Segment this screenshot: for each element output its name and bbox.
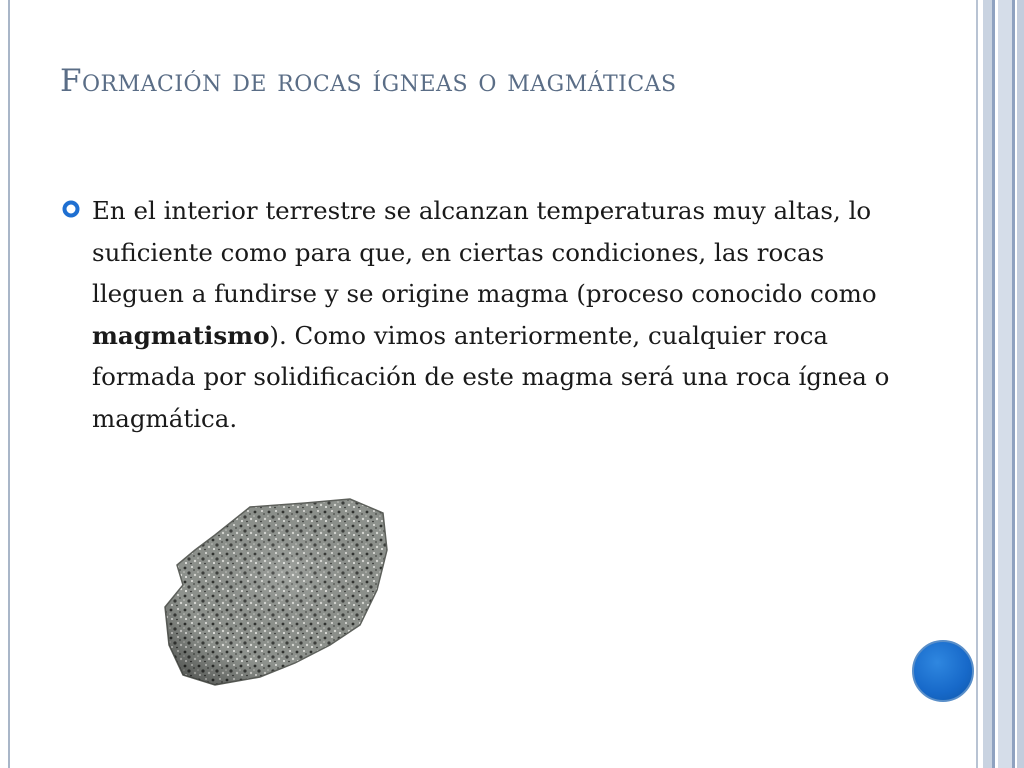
bullet-bold-term: magmatismo (92, 320, 270, 350)
blue-circle-decoration (912, 640, 974, 702)
bullet-ring-icon (62, 200, 80, 218)
slide-title: Formación de rocas ígneas o magmáticas (60, 63, 677, 99)
bullet-text-part-2: ). Como vimos anteriormente, cualquier roca formada por solidificación de este magma será una roca ígnea o magmática. (92, 320, 890, 433)
bullet-paragraph (92, 190, 892, 439)
left-border-line (8, 0, 10, 768)
right-decorative-stripes (974, 0, 1024, 768)
bullet-item (62, 190, 892, 439)
granite-rock-image (155, 495, 395, 690)
bullet-text-part-1: En el interior terrestre se alcanzan temperaturas muy altas, lo suficiente como para que, en ciertas condiciones, las rocas lleguen a fundirse y se origine magma (proceso conocido como (92, 196, 877, 308)
